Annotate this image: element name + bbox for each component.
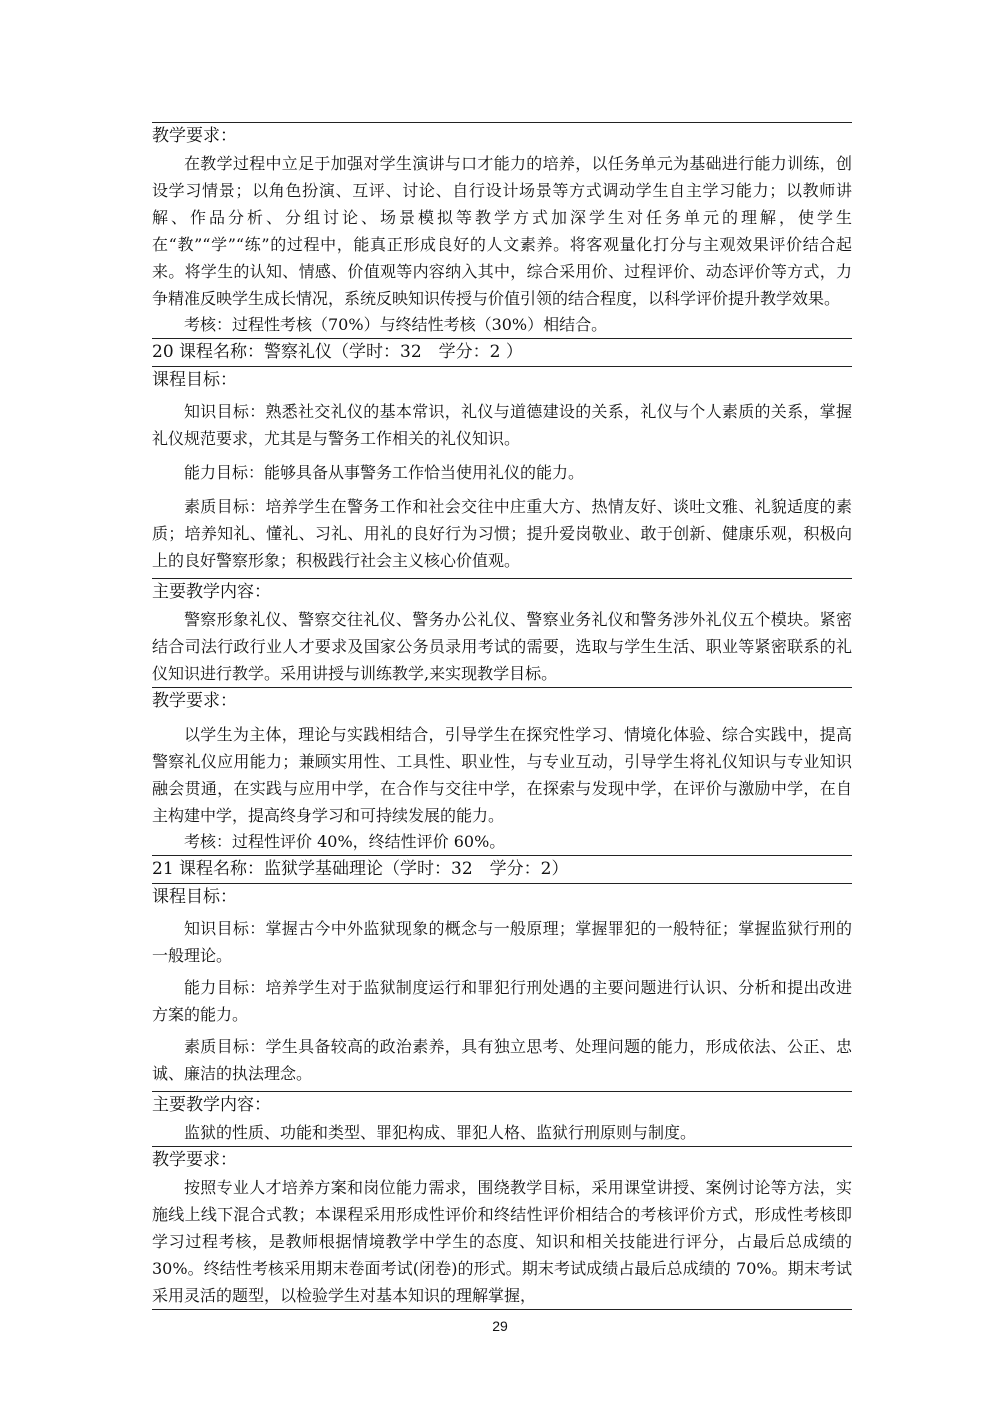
section-heading: 主要教学内容： bbox=[152, 582, 271, 602]
section-teaching-requirements bbox=[152, 687, 852, 855]
section-teaching-requirements bbox=[152, 1146, 852, 1310]
course-title-row bbox=[152, 338, 852, 366]
course-title: 21 课程名称：监狱学基础理论（学时：32 学分：2） bbox=[152, 859, 569, 879]
section-heading: 教学要求： bbox=[152, 691, 237, 711]
section-heading: 教学要求： bbox=[152, 1150, 237, 1170]
paragraph: 知识目标：掌握古今中外监狱现象的概念与一般原理；掌握罪犯的一般特征；掌握监狱行刑的一般理论。 bbox=[152, 919, 852, 965]
section-heading: 课程目标： bbox=[152, 370, 237, 390]
paragraph: 警察形象礼仪、警察交往礼仪、警务办公礼仪、警察业务礼仪和警务涉外礼仪五个模块。紧密结合司法行政行业人才要求及国家公务员录用考试的需要，选取与学生生活、职业等紧密联系的礼仪知识进行教学。采用讲授与训练教学,来实现教学目标。 bbox=[152, 610, 852, 683]
section-heading: 主要教学内容： bbox=[152, 1095, 271, 1115]
paragraph: 素质目标：培养学生在警务工作和社会交往中庄重大方、热情友好、谈吐文雅、礼貌适度的素质；培养知礼、懂礼、习礼、用礼的良好行为习惯；提升爱岗敬业、敢于创新、健康乐观，积极向上的良好警察形象；积极践行社会主义核心价值观。 bbox=[152, 497, 852, 570]
page-number: 29 bbox=[492, 1318, 508, 1334]
section-heading: 课程目标： bbox=[152, 887, 237, 907]
paragraph: 能力目标：培养学生对于监狱制度运行和罪犯行刑处遇的主要问题进行认识、分析和提出改进方案的能力。 bbox=[152, 978, 852, 1024]
section-teaching-requirements bbox=[152, 122, 852, 338]
section-course-objectives bbox=[152, 366, 852, 578]
paragraph: 能力目标：能够具备从事警务工作恰当使用礼仪的能力。 bbox=[184, 463, 585, 482]
course-title: 20 课程名称：警察礼仪（学时：32 学分：2 ） bbox=[152, 342, 523, 362]
course-title-row bbox=[152, 855, 852, 883]
section-course-objectives bbox=[152, 883, 852, 1091]
document-body bbox=[152, 122, 852, 1310]
paragraph: 以学生为主体，理论与实践相结合，引导学生在探究性学习、情境化体验、综合实践中，提高警察礼仪应用能力；兼顾实用性、工具性、职业性，与专业互动，引导学生将礼仪知识与专业知识融会贯通，在实践与应用中学，在合作与交往中学，在探索与发现中学，在评价与激励中学，在自主构建中学，提高终身学习和可持续发展的能力。 bbox=[152, 725, 852, 825]
paragraph: 考核：过程性考核（70%）与终结性考核（30%）相结合。 bbox=[184, 315, 608, 334]
paragraph: 考核：过程性评价 40%，终结性评价 60%。 bbox=[184, 832, 506, 851]
paragraph: 在教学过程中立足于加强对学生演讲与口才能力的培养，以任务单元为基础进行能力训练，创设学习情景；以角色扮演、互评、讨论、自行设计场景等方式调动学生自主学习能力；以教师讲解、作品分析、分组讨论、场景模拟等教学方式加深学生对任务单元的理解，使学生在“教”“学”“练”的过程中，能真正形成良好的人文素养。将客观量化打分与主观效果评价结合起来。将学生的认知、情感、价值观等内容纳入其中，综合采用价、过程评价、动态评价等方式，力争精准反映学生成长情况，系统反映知识传授与价值引领的结合程度，以科学评价提升教学效果。 bbox=[152, 154, 852, 308]
paragraph: 按照专业人才培养方案和岗位能力需求，围绕教学目标，采用课堂讲授、案例讨论等方法，实施线上线下混合式教；本课程采用形成性评价和终结性评价相结合的考核评价方式，形成性考核即学习过程考核，是教师根据情境教学中学生的态度、知识和相关技能进行评分，占最后总成绩的 30%。终结性考核采用期末卷面考试(闭卷)的形式。期末考试成绩占最后总成绩的 70%。期末考试采用灵活的题型，以检验学生对基本知识的理解掌握， bbox=[152, 1178, 852, 1305]
section-heading: 教学要求： bbox=[152, 126, 237, 146]
paragraph: 监狱的性质、功能和类型、罪犯构成、罪犯人格、监狱行刑原则与制度。 bbox=[184, 1123, 697, 1142]
section-main-content bbox=[152, 578, 852, 687]
section-main-content bbox=[152, 1091, 852, 1146]
paragraph: 知识目标：熟悉社交礼仪的基本常识，礼仪与道德建设的关系，礼仪与个人素质的关系，掌握礼仪规范要求，尤其是与警务工作相关的礼仪知识。 bbox=[152, 402, 852, 448]
paragraph: 素质目标：学生具备较高的政治素养，具有独立思考、处理问题的能力，形成依法、公正、忠诚、廉洁的执法理念。 bbox=[152, 1037, 852, 1083]
